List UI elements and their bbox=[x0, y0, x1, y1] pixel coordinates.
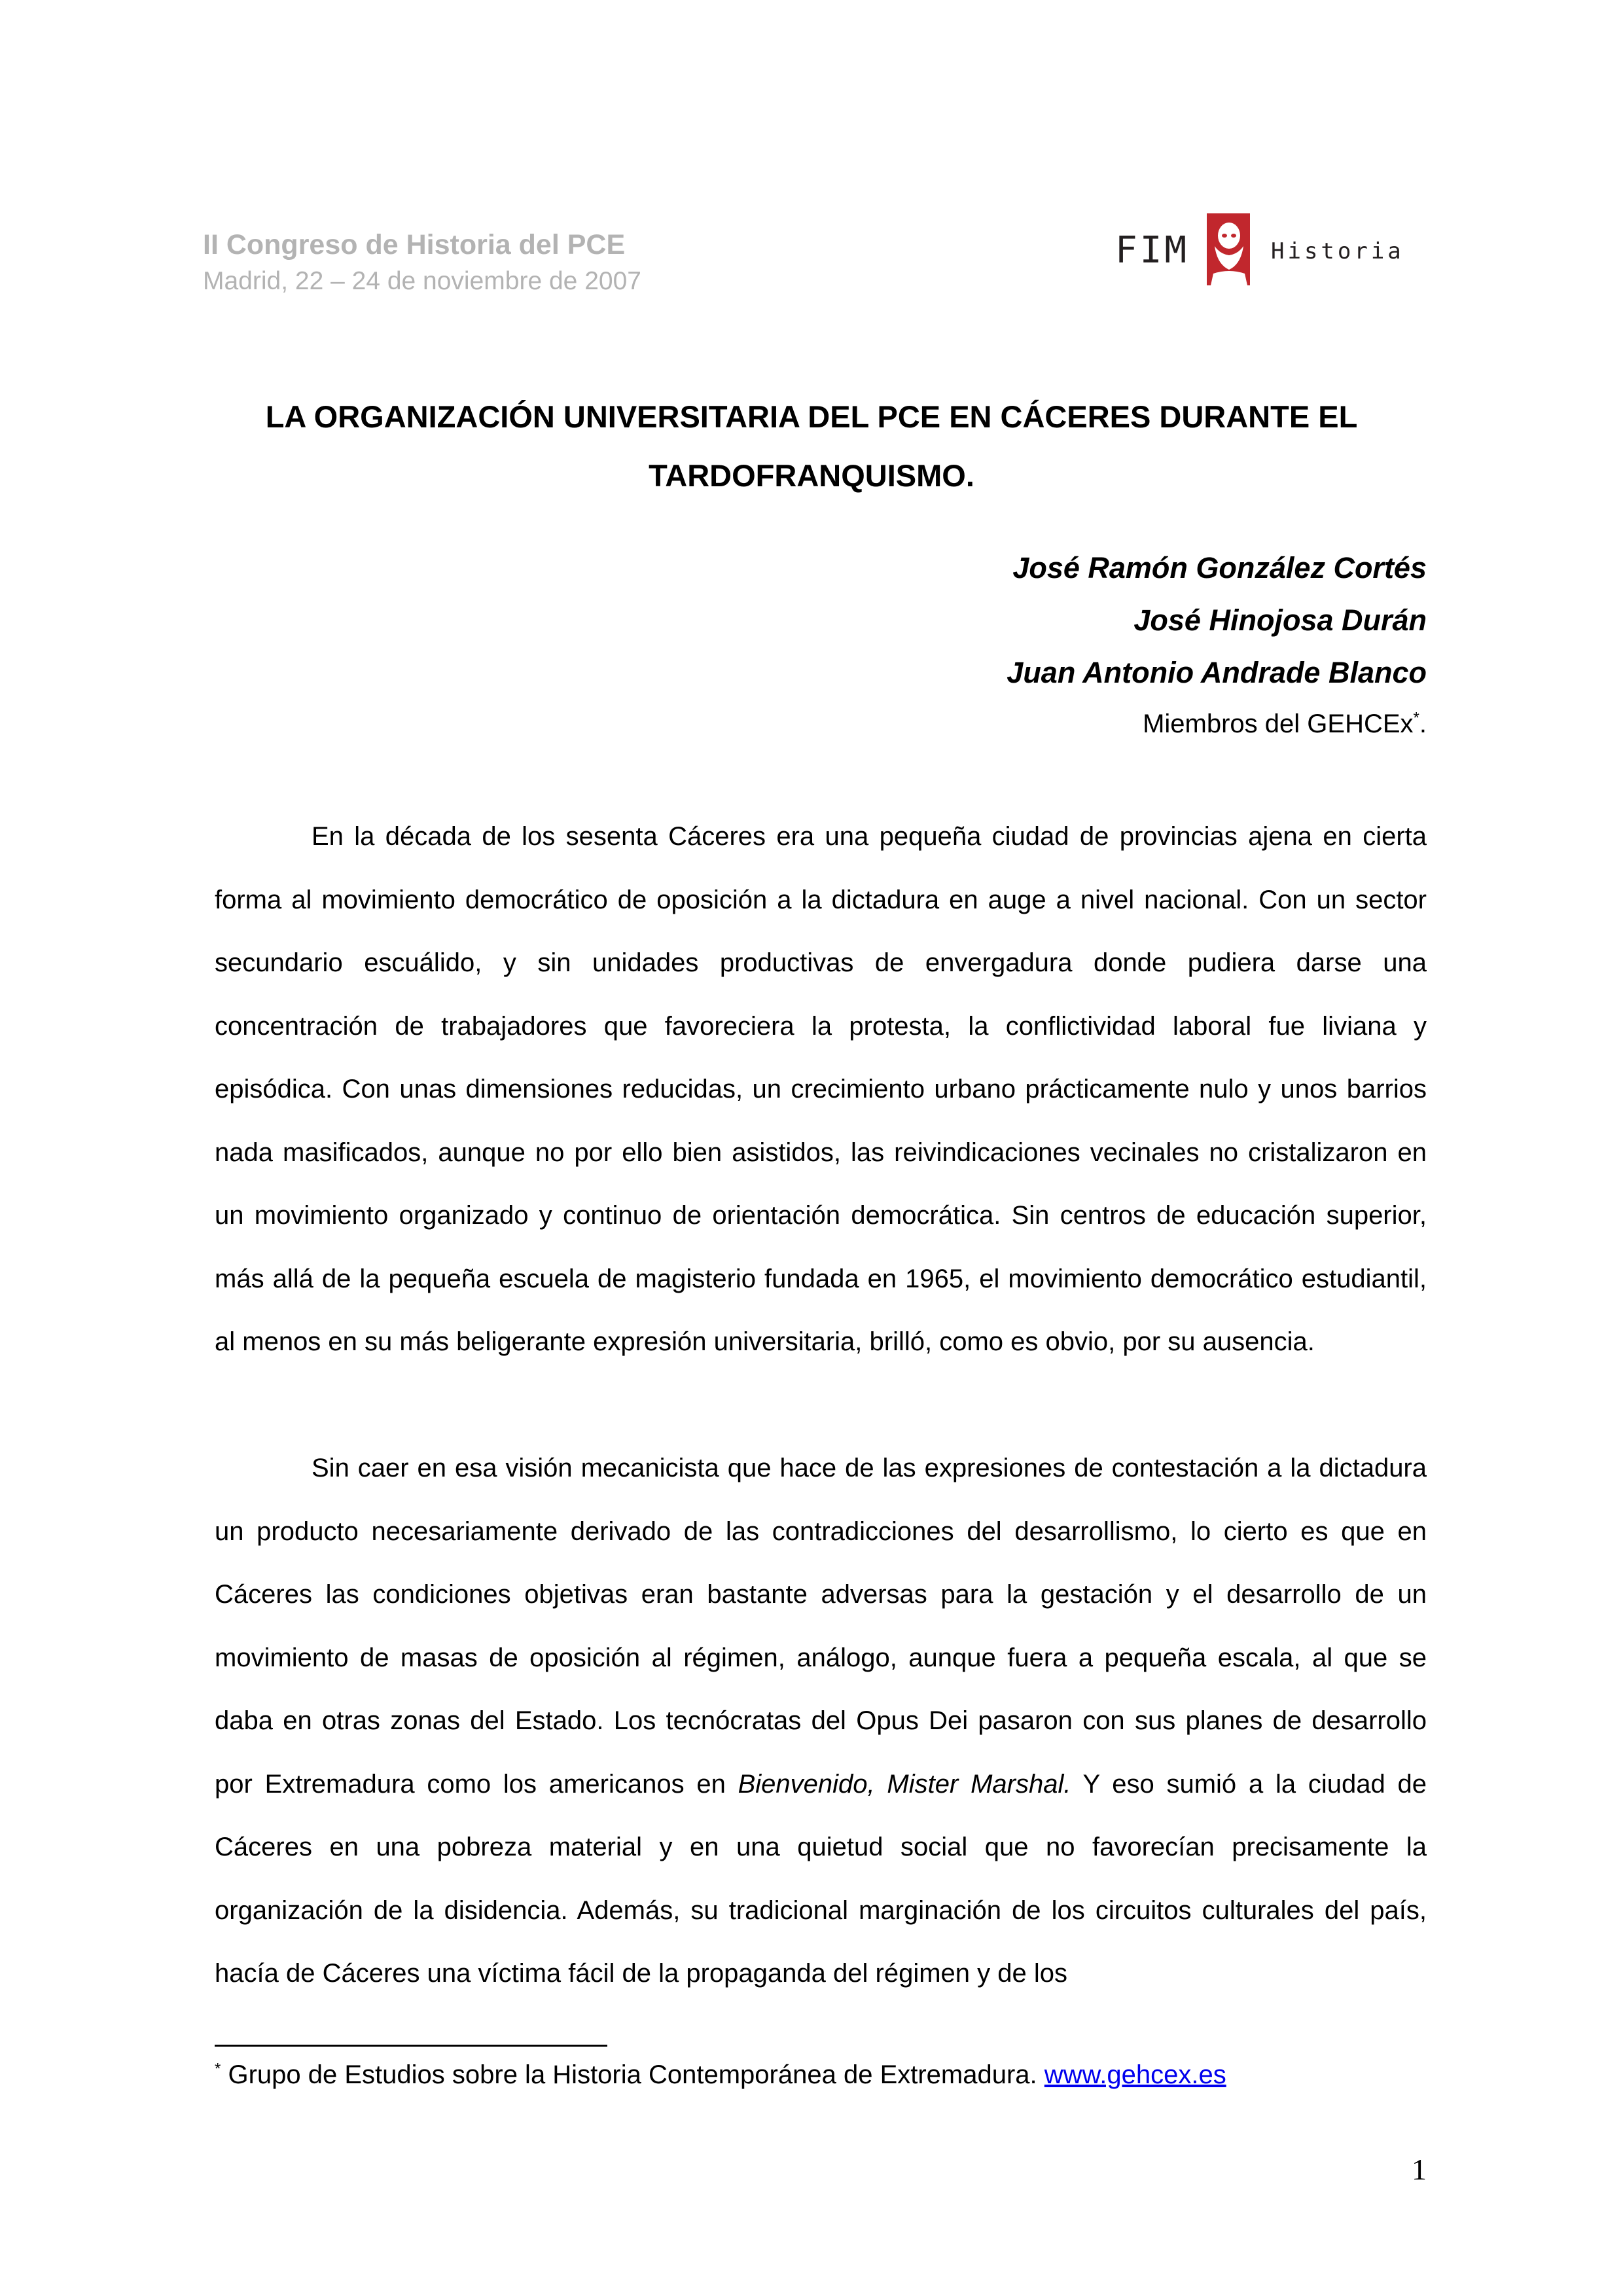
film-title: Bienvenido, Mister Marshal. bbox=[738, 1769, 1071, 1799]
page-number: 1 bbox=[1412, 2153, 1427, 2186]
footnote-divider bbox=[215, 2045, 607, 2047]
author-affiliation: Miembros del GEHCEx*. bbox=[1143, 709, 1427, 738]
title-line-2: TARDOFRANQUISMO. bbox=[649, 458, 974, 493]
title-line-1: LA ORGANIZACIÓN UNIVERSITARIA DEL PCE EN CÁCERES DURANTE EL bbox=[265, 399, 1358, 434]
logo-fim-text: FIM bbox=[1115, 229, 1190, 272]
paragraph-2: Sin caer en esa visión mecanicista que hace de las expresiones de contestación a la dictadura un producto necesariamente derivado de las contradicciones del desarrollismo, lo cierto es que en Cáceres las condiciones objetivas eran bastante adversas para la gestación y el desarrollo de un movimiento de masas de oposición al régimen, análogo, aunque fuera a pequeña escala, al que se daba en otras zonas del Estado. Los tecnócratas del Opus Dei pasaron con sus planes de desarrollo por Extremadura como los americanos en Bienvenido, Mister Marshal. Y eso sumió a la ciudad de Cáceres en una pobreza material y en una quietud social que no favorecían precisamente la organización de la disidencia. Además, su tradicional marginación de los circuitos culturales del país, hacía de Cáceres una víctima fácil de la propaganda del régimen y de los bbox=[215, 1454, 1427, 1988]
conference-date: Madrid, 22 – 24 de noviembre de 2007 bbox=[203, 267, 641, 295]
portrait-icon bbox=[1207, 213, 1250, 285]
author-1: José Ramón González Cortés bbox=[1012, 551, 1427, 584]
gehcex-link[interactable]: www.gehcex.es bbox=[1044, 2060, 1226, 2089]
author-2: José Hinojosa Durán bbox=[1133, 603, 1427, 637]
author-3: Juan Antonio Andrade Blanco bbox=[1007, 656, 1427, 689]
logo-historia-text: Historia bbox=[1271, 238, 1404, 264]
paper-title bbox=[196, 387, 1427, 505]
fim-historia-logo bbox=[1115, 213, 1403, 291]
conference-title: II Congreso de Historia del PCE bbox=[203, 229, 626, 260]
footnote: * Grupo de Estudios sobre la Historia Contemporánea de Extremadura. www.gehcex.es bbox=[215, 2060, 1226, 2089]
paragraph-1: En la década de los sesenta Cáceres era una pequeña ciudad de provincias ajena en cierta forma al movimiento democrático de oposición a la dictadura en auge a nivel nacional. Con un sector secundario escuálido, y sin unidades productivas de envergadura donde pudiera darse una concentración de trabajadores que favoreciera la protesta, la conflictividad laboral fue liviana y episódica. Con unas dimensiones reducidas, un crecimiento urbano prácticamente nulo y unos barrios nada masificados, aunque no por ello bien asistidos, las reivindicaciones vecinales no cristalizaron en un movimiento organizado y continuo de orientación democrática. Sin centros de educación superior, más allá de la pequeña escuela de magisterio fundada en 1965, el movimiento democrático estudiantil, al menos en su más beligerante expresión universitaria, brilló, como es obvio, por su ausencia. bbox=[215, 822, 1427, 1356]
footnote-marker: * bbox=[1413, 709, 1419, 727]
